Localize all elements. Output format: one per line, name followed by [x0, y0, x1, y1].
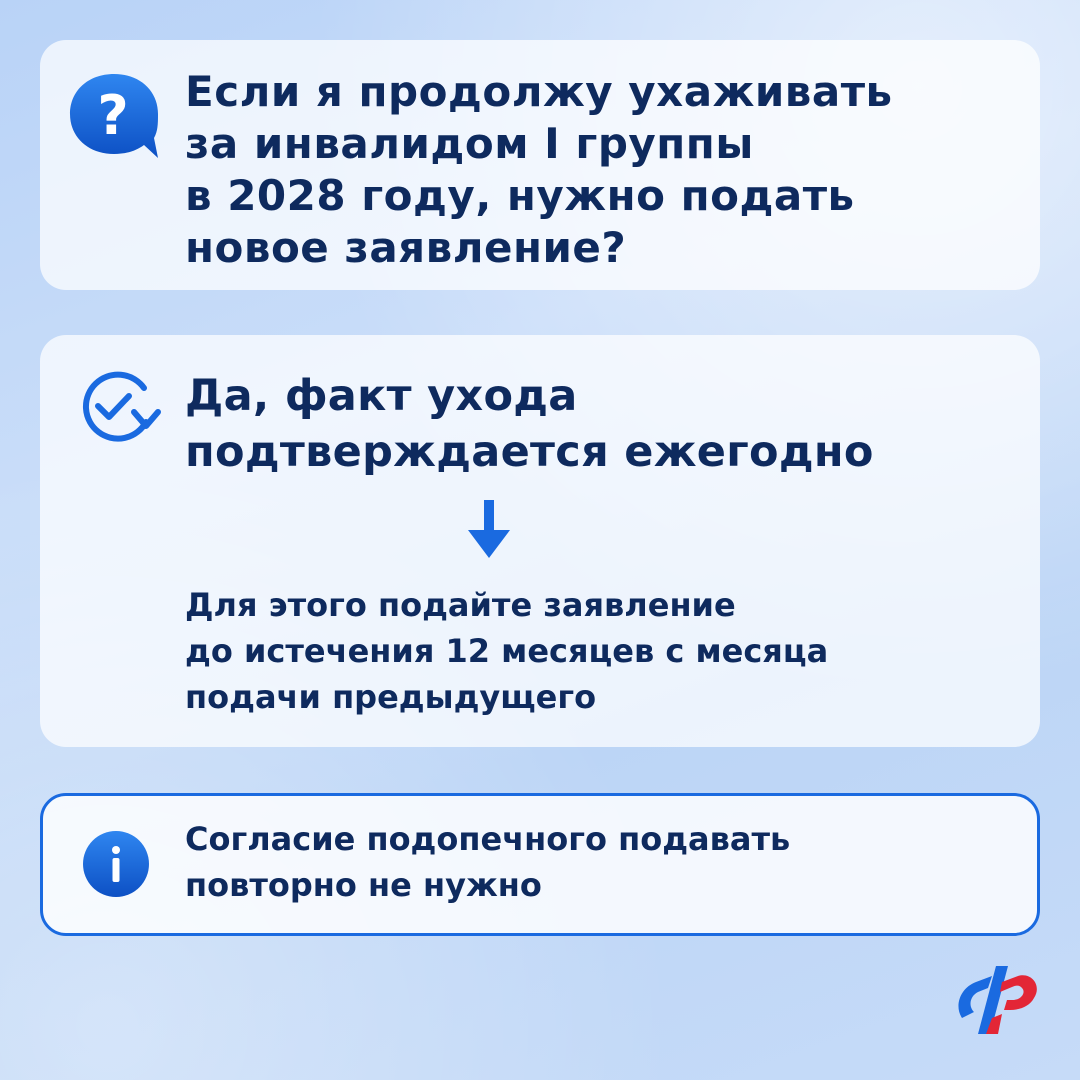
check-cycle-icon [76, 370, 162, 442]
answer-title: Да, факт ухода подтверждается ежегодно [185, 371, 874, 477]
sfr-logo-icon [952, 962, 1040, 1038]
svg-text:?: ? [97, 84, 129, 147]
question-bubble-icon [66, 72, 162, 162]
answer-detail: Для этого подайте заявление до истечения 12 месяцев с месяца подачи предыдущего [185, 586, 829, 716]
arrow-down-icon [466, 500, 512, 560]
info-icon [82, 830, 150, 898]
info-note-text: Согласие подопечного подавать повторно не нужно [185, 820, 791, 904]
question-text: Если я продолжу ухаживать за инвалидом I группы в 2028 году, нужно подать новое заявление? [185, 67, 893, 272]
